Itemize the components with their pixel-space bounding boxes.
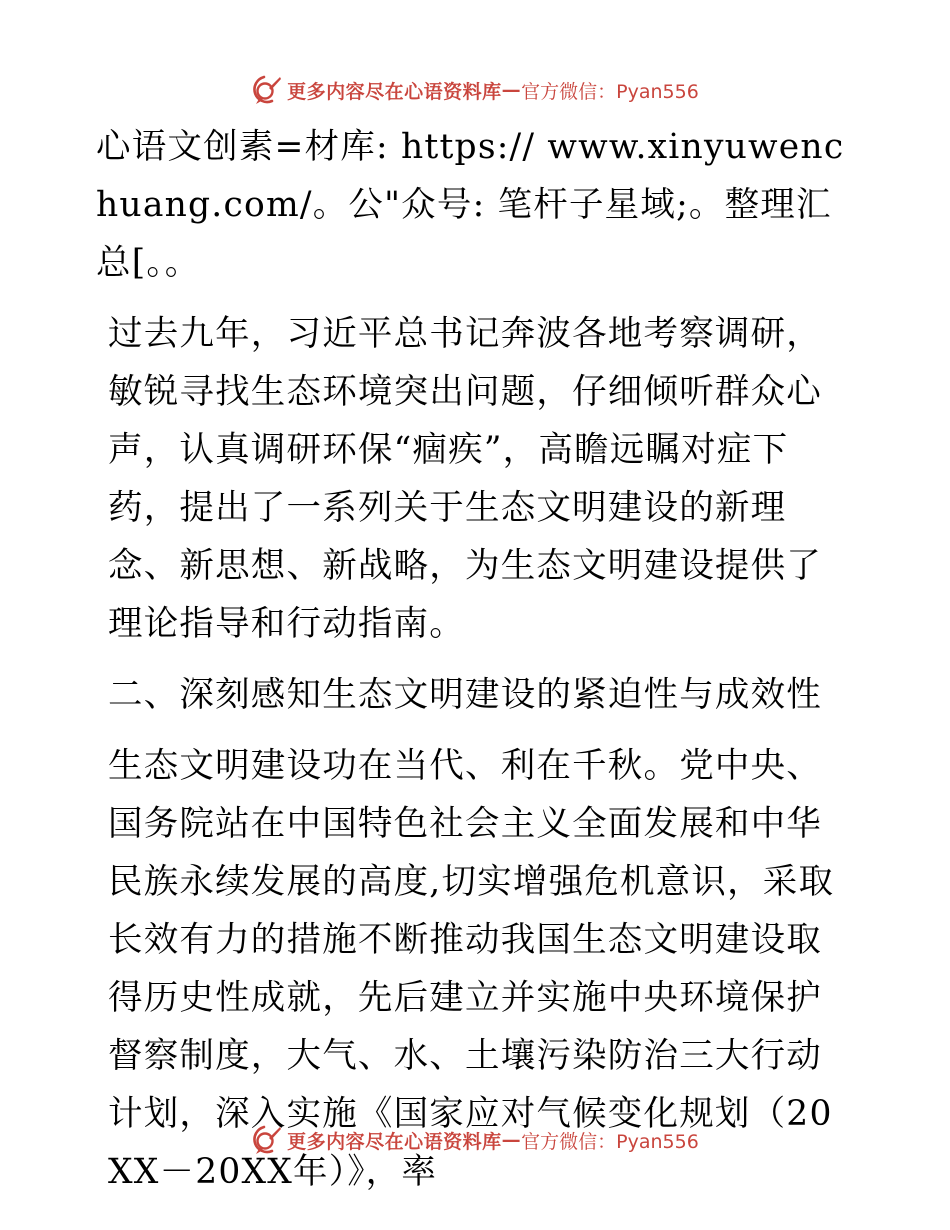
footer-banner bbox=[0, 1120, 950, 1160]
banner-separator: — bbox=[501, 1129, 522, 1151]
paragraph-body: 过去九年，习近平总书记奔波各地考察调研，敏锐寻找生态环境突出问题，仔细倾听群众心声，认真调研环保“痼疾”，高瞻远瞩对症下药，提出了一系列关于生态文明建设的新理念、新思想、新战略，为生态文明建设提供了理论指导和行动指南。 bbox=[108, 314, 822, 644]
document-body bbox=[96, 118, 856, 1201]
banner-contact: 官方微信：Pyan556 bbox=[521, 80, 699, 103]
paragraph-body: 生态文明建设功在当代、利在千秋。党中央、国务院站在中国特色社会主义全面发展和中华民族永续发展的高度,切实增强危机意识，采取长效有力的措施不断推动我国生态文明建设取得历史性成就，先后建立并实施中央环境保护督察制度，大气、水、土壤污染防治三大行动计划，深入实施《国家应对气候变化规划（20XX－20XX年）》，率 bbox=[108, 746, 835, 1192]
paragraph-source-note: 心语文创素=材库: https:// www.xinyuwenchuang.com/。公"众号: 笔杆子星域;。整理汇总[。。 bbox=[96, 127, 845, 283]
brand-logo-icon bbox=[251, 74, 283, 106]
banner-separator: — bbox=[501, 79, 522, 101]
section-heading: 二、深刻感知生态文明建设的紧迫性与成效性 bbox=[108, 675, 822, 715]
header-banner bbox=[0, 70, 950, 110]
banner-contact: 官方微信：Pyan556 bbox=[521, 1130, 699, 1153]
banner-ad-text: 更多内容尽在心语资料库 bbox=[287, 1130, 502, 1153]
banner-ad-text: 更多内容尽在心语资料库 bbox=[287, 80, 502, 103]
brand-logo-icon bbox=[251, 1124, 283, 1156]
